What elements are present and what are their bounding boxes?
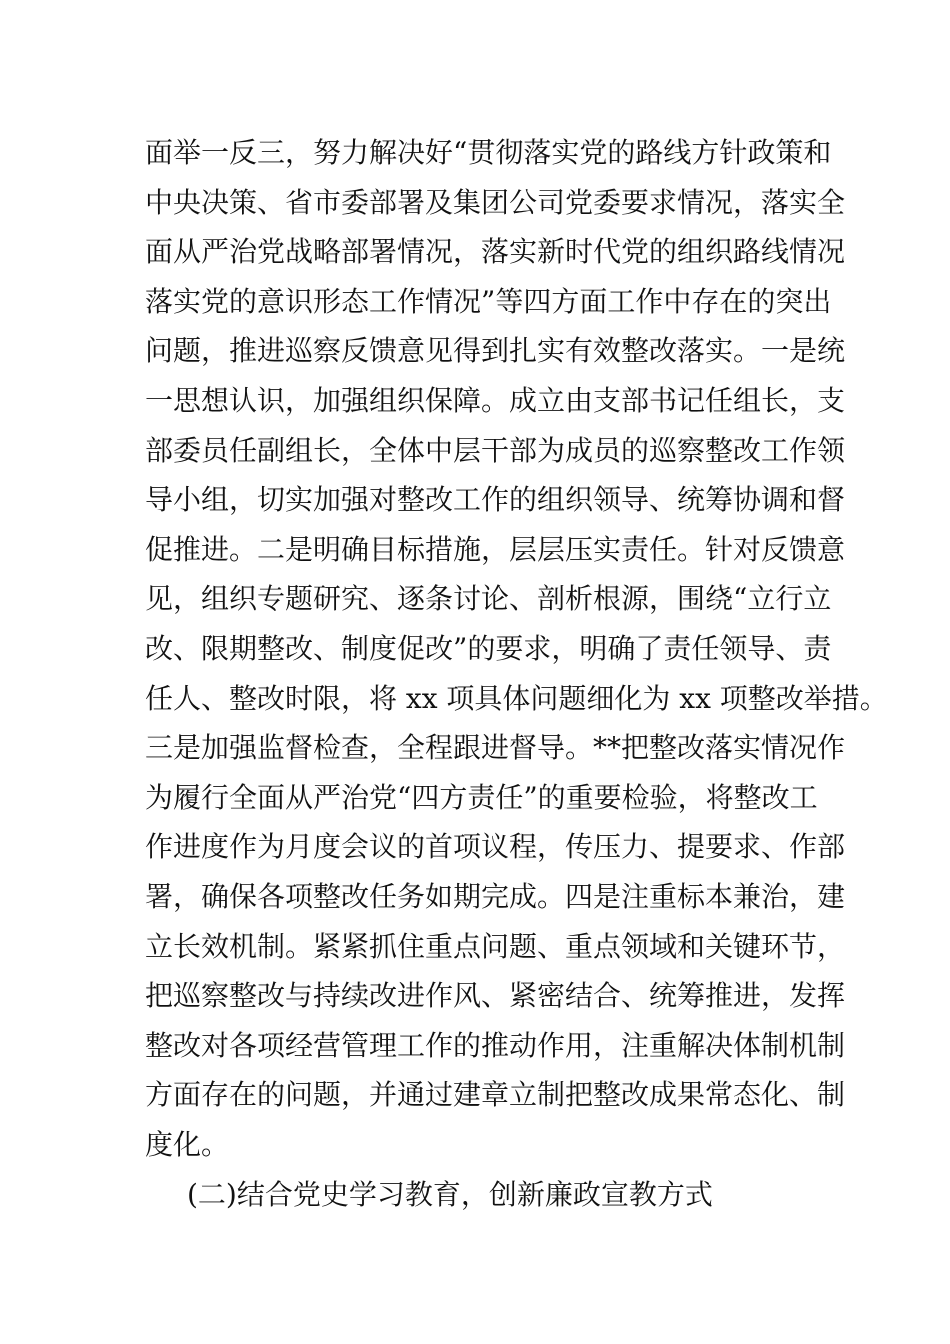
paragraph-line: 中央决策、省市委部署及集团公司党委要求情况，落实全 xyxy=(145,185,846,219)
paragraph-line: 一思想认识，加强组织保障。成立由支部书记任组长，支 xyxy=(145,383,846,417)
paragraph-line: 任人、整改时限，将 xx 项具体问题细化为 xx 项整改举措。 xyxy=(145,681,888,715)
body-paragraph xyxy=(145,128,888,1169)
paragraph-line: 问题，推进巡察反馈意见得到扎实有效整改落实。一是统 xyxy=(145,334,846,368)
paragraph-line: 落实党的意识形态工作情况”等四方面工作中存在的突出 xyxy=(145,284,832,318)
paragraph-line: 三是加强监督检查，全程跟进督导。**把整改落实情况作 xyxy=(145,731,846,765)
paragraph-line: 促推进。二是明确目标措施，层层压实责任。针对反馈意 xyxy=(145,532,846,566)
paragraph-line: 方面存在的问题，并通过建章立制把整改成果常态化、制 xyxy=(145,1078,846,1112)
paragraph-line: 作进度作为月度会议的首项议程，传压力、提要求、作部 xyxy=(145,830,846,864)
paragraph-line: 整改对各项经营管理工作的推动作用，注重解决体制机制 xyxy=(145,1028,846,1062)
paragraph-line: 部委员任副组长，全体中层干部为成员的巡察整改工作领 xyxy=(145,433,846,467)
paragraph-line: 把巡察整改与持续改进作风、紧密结合、统筹推进，发挥 xyxy=(145,979,846,1013)
paragraph-line: 改、限期整改、制度促改”的要求，明确了责任领导、责 xyxy=(145,631,832,665)
paragraph-line: 度化。 xyxy=(145,1127,230,1161)
paragraph-line: 署，确保各项整改任务如期完成。四是注重标本兼治，建 xyxy=(145,879,846,913)
paragraph-line: 面举一反三，努力解决好“贯彻落实党的路线方针政策和 xyxy=(145,136,832,169)
paragraph-line: 为履行全面从严治党“四方责任”的重要检验，将整改工 xyxy=(145,780,818,814)
paragraph-line: 见，组织专题研究、逐条讨论、剖析根源，围绕“立行立 xyxy=(145,582,832,616)
paragraph-line: 导小组，切实加强对整改工作的组织领导、统筹协调和督 xyxy=(145,483,846,517)
section-heading: (二)结合党史学习教育，创新廉政宣教方式 xyxy=(187,1178,713,1211)
paragraph-line: 面从严治党战略部署情况，落实新时代党的组织路线情况 xyxy=(145,235,846,269)
paragraph-line: 立长效机制。紧紧抓住重点问题、重点领域和关键环节， xyxy=(145,929,846,963)
